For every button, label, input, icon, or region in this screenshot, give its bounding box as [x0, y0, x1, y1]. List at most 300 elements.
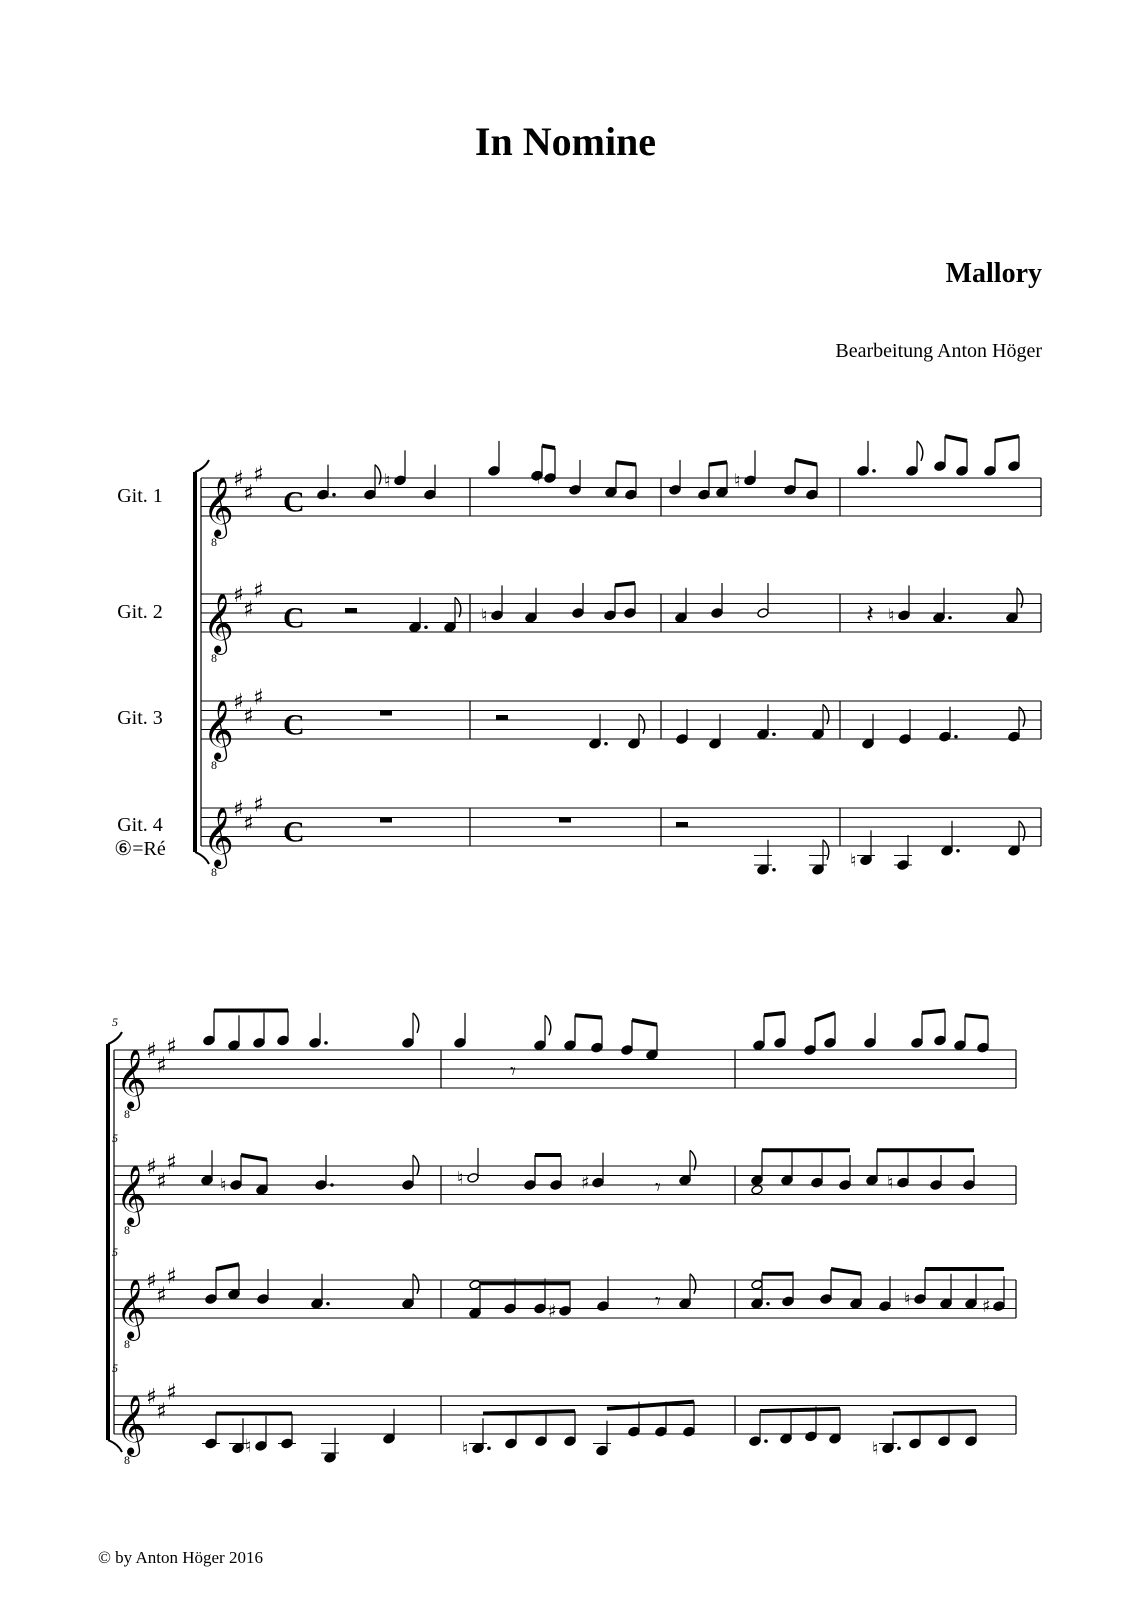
notehead [683, 1426, 695, 1437]
notehead [850, 1298, 862, 1309]
note [804, 1020, 816, 1055]
natural-icon: ♮ [481, 605, 488, 627]
note-dot [324, 1041, 328, 1045]
notehead [751, 1184, 763, 1195]
score-title: In Nomine [474, 119, 657, 164]
sharp-icon: ♯ [243, 481, 254, 507]
natural-icon: ♮ [850, 850, 857, 872]
notehead [550, 1180, 562, 1191]
note [232, 1418, 244, 1453]
notehead [504, 1303, 516, 1314]
note [984, 441, 996, 476]
instrument-label-git4: Git. 4 [117, 814, 163, 836]
notehead [939, 731, 951, 742]
notehead [559, 1306, 571, 1317]
natural-icon: ♮ [888, 605, 895, 627]
note-flag [823, 840, 829, 860]
natural-icon: ♮ [904, 1289, 911, 1310]
note [572, 583, 584, 618]
natural-icon: ♮ [245, 1435, 252, 1457]
eighth-rest-icon: 𝄾 [655, 1289, 661, 1315]
notehead [866, 1175, 878, 1186]
notehead [525, 612, 537, 623]
natural-icon: ♮ [534, 468, 541, 489]
note-dot [872, 469, 876, 473]
notehead [505, 1438, 517, 1449]
notehead [572, 608, 584, 619]
note-flag [1017, 588, 1023, 608]
notehead [591, 1042, 603, 1053]
note-flag [545, 1015, 551, 1035]
beam [632, 1020, 657, 1025]
note [535, 1411, 547, 1446]
sharp-icon: ♯ [156, 1283, 167, 1309]
notehead [569, 485, 581, 496]
note [930, 1155, 942, 1190]
note [481, 585, 503, 626]
beam [831, 1269, 861, 1274]
natural-icon: ♮ [384, 470, 391, 492]
note [309, 1013, 328, 1048]
note-flag [690, 1150, 696, 1170]
note [277, 1011, 289, 1046]
notehead [812, 864, 824, 875]
time-signature: C [283, 601, 305, 635]
note-flag [413, 1274, 419, 1294]
notehead [857, 466, 869, 477]
notehead [454, 1038, 466, 1049]
notehead [256, 1184, 268, 1195]
notehead [534, 1040, 546, 1051]
notehead [564, 1040, 576, 1051]
note [698, 465, 710, 500]
notehead [911, 1038, 923, 1049]
note [596, 1421, 608, 1456]
note [716, 462, 728, 497]
notehead [963, 1180, 975, 1191]
note-dot [330, 1183, 334, 1187]
note [488, 441, 500, 476]
note [940, 1274, 952, 1309]
notehead [628, 1426, 640, 1437]
whole-rest-icon [559, 818, 571, 823]
note [812, 704, 829, 739]
beam [965, 1015, 988, 1017]
staff-2-2 [112, 1131, 1016, 1237]
notehead [934, 1035, 946, 1046]
notehead [544, 473, 556, 484]
staff-1-3 [201, 685, 1041, 772]
note [205, 1269, 217, 1304]
note [1006, 588, 1023, 623]
beam [575, 1015, 602, 1017]
note [933, 588, 952, 623]
sharp-icon: ♯ [146, 1155, 157, 1180]
note-flag [1019, 707, 1025, 727]
note [982, 1276, 1005, 1317]
treble-clef-icon: 𝄞 [203, 807, 234, 867]
note [820, 1269, 832, 1304]
beam [709, 462, 727, 464]
note [850, 1274, 862, 1309]
notehead [472, 1443, 484, 1454]
notehead [965, 1298, 977, 1309]
note [201, 1150, 213, 1185]
notehead [711, 608, 723, 619]
note [525, 588, 537, 623]
notehead [679, 1298, 691, 1309]
notehead [757, 729, 769, 740]
note [757, 704, 776, 739]
note [879, 1276, 891, 1311]
notehead [805, 1431, 817, 1442]
whole-rest-icon [380, 711, 392, 716]
note-dot [897, 1446, 901, 1450]
note [749, 1411, 768, 1446]
notehead [628, 738, 640, 749]
sharp-icon: ♯ [581, 1172, 590, 1194]
note [444, 597, 461, 632]
notehead [596, 1445, 608, 1456]
notehead [757, 864, 769, 875]
notehead [409, 622, 421, 633]
sharp-icon: ♯ [166, 1264, 177, 1290]
note [256, 1160, 268, 1195]
staff-2-3 [112, 1245, 1016, 1351]
note [977, 1018, 989, 1053]
note [550, 1155, 562, 1190]
treble-clef-icon: 𝄞 [116, 1049, 147, 1109]
arranger-credit: Bearbeitung Anton Höger [835, 340, 1042, 362]
instrument-tuning-git4: ⑥=Ré [114, 838, 166, 860]
note [757, 583, 769, 618]
sharp-icon: ♯ [156, 1053, 167, 1079]
sharp-icon: ♯ [146, 1269, 157, 1294]
notehead [1008, 845, 1020, 856]
note [384, 450, 406, 491]
note [857, 441, 876, 476]
notehead [592, 1177, 604, 1188]
time-signature: C [283, 815, 305, 849]
treble-clef-icon: 𝄞 [116, 1165, 147, 1225]
treble-clef-icon: 𝄞 [116, 1395, 147, 1455]
notehead [469, 1279, 481, 1290]
notehead [230, 1180, 242, 1191]
bracket-hook-top [195, 460, 209, 472]
notehead [255, 1441, 267, 1452]
note [315, 1155, 334, 1190]
note-dot [326, 1302, 330, 1306]
sharp-icon: ♯ [233, 797, 244, 822]
notehead [940, 1298, 952, 1309]
beam [815, 1013, 835, 1020]
notehead [804, 1045, 816, 1056]
note-flag [639, 714, 645, 734]
note [753, 1015, 765, 1050]
natural-icon: ♮ [887, 1172, 894, 1194]
note-dot [332, 493, 336, 497]
notehead [624, 608, 636, 619]
notehead [812, 729, 824, 740]
notehead [467, 1173, 479, 1184]
note [1008, 436, 1020, 471]
sharp-icon: ♯ [253, 792, 264, 818]
note [757, 840, 776, 875]
notehead [488, 466, 500, 477]
notehead [824, 1038, 836, 1049]
notehead [402, 1298, 414, 1309]
natural-icon: ♮ [457, 1167, 464, 1189]
notehead [205, 1294, 217, 1305]
notehead [424, 489, 436, 500]
note [887, 1153, 909, 1194]
note [839, 1155, 851, 1190]
note [899, 709, 911, 744]
note-dot [604, 742, 608, 746]
notehead [524, 1180, 536, 1191]
notehead [469, 1308, 481, 1319]
note [624, 583, 636, 618]
note [203, 1011, 215, 1046]
sharp-icon: ♯ [243, 704, 254, 730]
note [597, 1276, 609, 1311]
note [655, 1402, 667, 1437]
notehead [535, 1436, 547, 1447]
note [862, 714, 874, 749]
note [257, 1269, 269, 1304]
notehead [914, 1294, 926, 1305]
notehead [315, 1180, 327, 1191]
notehead [757, 608, 769, 619]
notehead [564, 1436, 576, 1447]
notehead [784, 485, 796, 496]
octave-8-marker: 8 [124, 1337, 130, 1351]
notehead [402, 1180, 414, 1191]
sharp-icon: ♯ [166, 1034, 177, 1060]
sharp-icon: ♯ [243, 811, 254, 837]
notehead [232, 1443, 244, 1454]
notehead [753, 1040, 765, 1051]
note [954, 1015, 966, 1050]
octave-8-marker: 8 [211, 651, 217, 665]
octave-8-marker: 8 [124, 1453, 130, 1467]
notehead [829, 1433, 841, 1444]
note [505, 1414, 517, 1449]
notehead [941, 845, 953, 856]
notehead [364, 489, 376, 500]
notehead [309, 1038, 321, 1049]
note [751, 1150, 763, 1185]
notehead [253, 1038, 265, 1049]
notehead [965, 1436, 977, 1447]
octave-8-marker: 8 [124, 1107, 130, 1121]
note-flag [690, 1274, 696, 1294]
notehead [782, 1296, 794, 1307]
instrument-label-git1: Git. 1 [117, 485, 163, 507]
notehead [879, 1301, 891, 1312]
notehead [956, 466, 968, 477]
note-dot [948, 616, 952, 620]
notehead [993, 1301, 1005, 1312]
note [939, 707, 958, 742]
sharp-icon: ♯ [253, 462, 264, 488]
note [548, 1281, 571, 1322]
notehead [646, 1049, 658, 1060]
sharp-icon: ♯ [166, 1150, 177, 1176]
note [888, 585, 910, 626]
notehead [780, 1433, 792, 1444]
notehead [228, 1040, 240, 1051]
note [364, 465, 381, 500]
octave-8-marker: 8 [211, 865, 217, 879]
treble-clef-icon: 𝄞 [203, 700, 234, 760]
notehead [605, 487, 617, 498]
note [751, 1184, 763, 1195]
notehead [257, 1294, 269, 1305]
note [524, 1155, 536, 1190]
note [774, 1013, 786, 1048]
notehead [201, 1175, 213, 1186]
notehead [1006, 612, 1018, 623]
staff-1-4 [201, 792, 1041, 879]
composer-name: Mallory [945, 258, 1042, 289]
note [228, 1264, 240, 1299]
notehead [860, 855, 872, 866]
beam [241, 1155, 267, 1160]
beam [615, 583, 635, 585]
note [812, 840, 829, 875]
note [829, 1409, 841, 1444]
note [675, 588, 687, 623]
measure-number: 5 [112, 1131, 118, 1145]
staff-1-2 [201, 578, 1041, 665]
eighth-rest-icon: 𝄾 [655, 1175, 661, 1201]
sharp-icon: ♯ [253, 685, 264, 711]
note [605, 462, 617, 497]
note [965, 1274, 977, 1309]
notehead [203, 1035, 215, 1046]
note [751, 1274, 770, 1309]
note [409, 597, 428, 632]
notehead [933, 612, 945, 623]
beam [922, 1011, 945, 1013]
notehead [394, 475, 406, 486]
note [1008, 707, 1025, 742]
eighth-rest-icon: 𝄾 [510, 1059, 516, 1085]
note [424, 465, 436, 500]
notehead [897, 1177, 909, 1188]
note [866, 1150, 878, 1185]
notehead [655, 1426, 667, 1437]
sharp-icon: ♯ [156, 1169, 167, 1195]
notehead [862, 738, 874, 749]
note [402, 1274, 419, 1309]
note [676, 709, 688, 744]
measure-number: 5 [112, 1015, 118, 1029]
octave-8-marker: 8 [211, 535, 217, 549]
beam [893, 1411, 976, 1413]
note [457, 1148, 479, 1189]
notehead [774, 1038, 786, 1049]
note-dot [772, 868, 776, 872]
note [628, 714, 645, 749]
note [621, 1020, 633, 1055]
copyright-notice: © by Anton Höger 2016 [98, 1548, 263, 1567]
natural-icon: ♮ [872, 1438, 879, 1460]
note [963, 1155, 975, 1190]
notehead [604, 610, 616, 621]
notehead [864, 1038, 876, 1049]
notehead [954, 1040, 966, 1051]
notehead [909, 1438, 921, 1449]
note [806, 465, 818, 500]
notehead [899, 734, 911, 745]
note [751, 1279, 763, 1290]
notehead [781, 1175, 793, 1186]
notehead [839, 1180, 851, 1191]
notehead [882, 1443, 894, 1454]
note [228, 1015, 240, 1050]
notehead [277, 1035, 289, 1046]
note [956, 441, 968, 476]
beam [795, 460, 817, 465]
note-flag [1019, 821, 1025, 841]
beam [995, 436, 1019, 441]
note [311, 1274, 330, 1309]
note [906, 441, 923, 476]
note [646, 1025, 658, 1060]
note [734, 450, 756, 491]
bracket-hook-top [108, 1032, 122, 1044]
time-signature: C [283, 708, 305, 742]
staff-2-1 [112, 1015, 1016, 1121]
beam [760, 1409, 840, 1411]
notehead [534, 1303, 546, 1314]
note [911, 1013, 923, 1048]
treble-clef-icon: 𝄞 [203, 477, 234, 537]
octave-8-marker: 8 [211, 758, 217, 772]
sharp-icon: ♯ [548, 1300, 557, 1322]
measure-number: 5 [112, 1245, 118, 1259]
sharp-icon: ♯ [156, 1399, 167, 1425]
note-flag [455, 597, 461, 617]
quarter-rest-icon: 𝄽 [866, 599, 874, 630]
note [780, 1409, 792, 1444]
notehead [597, 1301, 609, 1312]
notehead [676, 734, 688, 745]
note-dot [487, 1446, 491, 1450]
notehead [675, 612, 687, 623]
natural-icon: ♮ [220, 1175, 227, 1196]
note [909, 1414, 921, 1449]
notehead [589, 738, 601, 749]
notehead [984, 466, 996, 477]
sharp-icon: ♯ [233, 690, 244, 715]
note-flag [413, 1013, 419, 1033]
sharp-icon: ♯ [253, 578, 264, 604]
notehead [679, 1175, 691, 1186]
instrument-label-git3: Git. 3 [117, 707, 163, 729]
notehead [621, 1045, 633, 1056]
notehead [1008, 731, 1020, 742]
treble-clef-icon: 𝄞 [203, 593, 234, 653]
beam [483, 1411, 575, 1413]
note [564, 1015, 576, 1050]
note-flag [375, 465, 381, 485]
note [781, 1150, 793, 1185]
note [934, 436, 946, 471]
note [564, 1411, 576, 1446]
